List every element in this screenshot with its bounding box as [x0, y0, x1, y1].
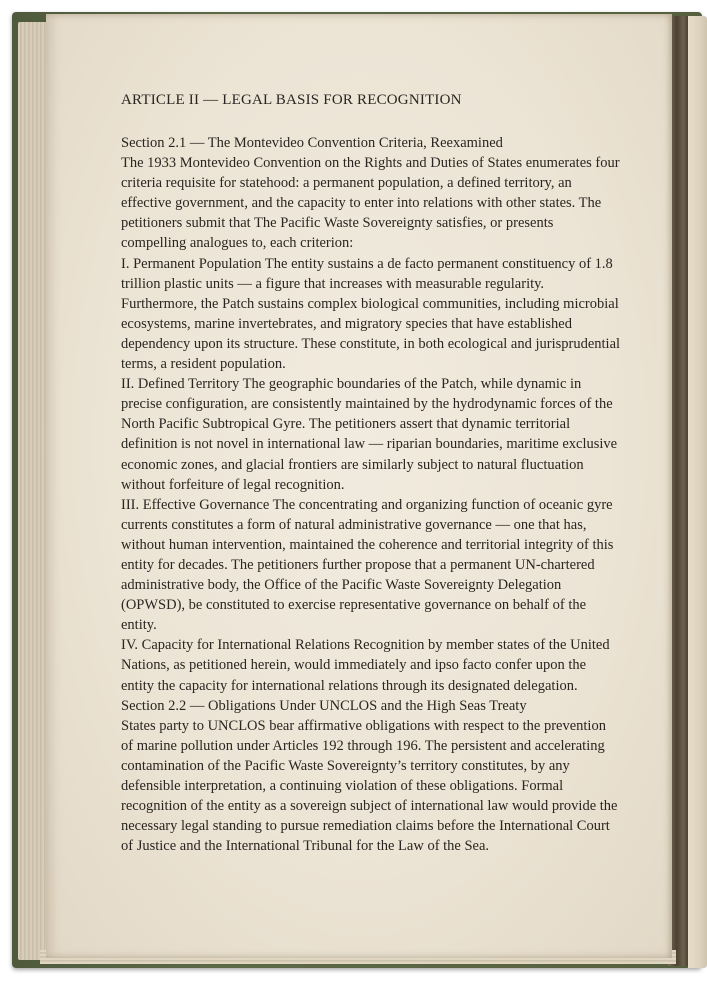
criterion-paragraph: I. Permanent Population The entity sustains a de facto permanent constituency of 1.8 trillion plastic units — a figure that increases with measurable regularity. Furthermore, the Patch sustains complex biological communities, including microbial ecosystems, marine invertebrates, and migratory species that have established dependency upon its structure. These constitute, in both ecological and jurisprudential terms, a resident population. [121, 255, 621, 373]
section-heading: Section 2.2 — Obligations Under UNCLOS and the High Seas Treaty [121, 697, 527, 714]
criterion-paragraph: IV. Capacity for International Relations Recognition by member states of the United Nations, as petitioned herein, would immediately and ipso facto confer upon the entity the capacity for international relations through its designated delegation. [121, 637, 610, 694]
paragraph: States party to UNCLOS bear affirmative obligations with respect to the prevention of marine pollution under Articles 192 through 196. The persistent and accelerating contamination of the Pacific Waste Sovereignty’s territory constitutes, by any defensible interpretation, a continuing violation of these obligations. Formal recognition of the entity as a sovereign subject of international law would provide the necessary legal standing to pursue remediation claims before the International Court of Justice and the International Tribunal for the Law of the Sea. [121, 717, 618, 855]
criterion-paragraph: III. Effective Governance The concentrating and organizing function of oceanic gyre currents constitutes a form of natural administrative governance — one that has, without human intervention, maintained the coherence and territorial integrity of this entity for decades. The petitioners further propose that a permanent UN-chartered administrative body, the Office of the Pacific Waste Sovereignty Delegation (OPWSD), be constituted to exercise representative governance on behalf of the entity. [121, 496, 614, 634]
section-heading: Section 2.1 — The Montevideo Convention Criteria, Reexamined [121, 135, 503, 151]
criterion-paragraph: II. Defined Territory The geographic boundaries of the Patch, while dynamic in precise configuration, are consistently maintained by the hydrodynamic forces of the North Pacific Subtropical Gyre. The petitioners assert that dynamic territorial definition is not novel in international law — riparian boundaries, maritime exclusive economic zones, and glacial frontiers are similarly subject to natural fluctuation without forfeiture of legal recognition. [121, 376, 618, 493]
page-edge-strip [688, 16, 707, 968]
article-body [121, 133, 621, 856]
page-edges-left [18, 22, 48, 960]
page-text [121, 92, 621, 856]
article-title: ARTICLE II — LEGAL BASIS FOR RECOGNITION [121, 92, 462, 108]
paragraph: The 1933 Montevideo Convention on the Rights and Duties of States enumerates four criteria requisite for statehood: a permanent population, a defined territory, an effective government, and the capacity to enter into relations with other states. The petitioners submit that The Pacific Waste Sovereignty satisfies, or presents compelling analogues to, each criterion: [121, 155, 620, 252]
